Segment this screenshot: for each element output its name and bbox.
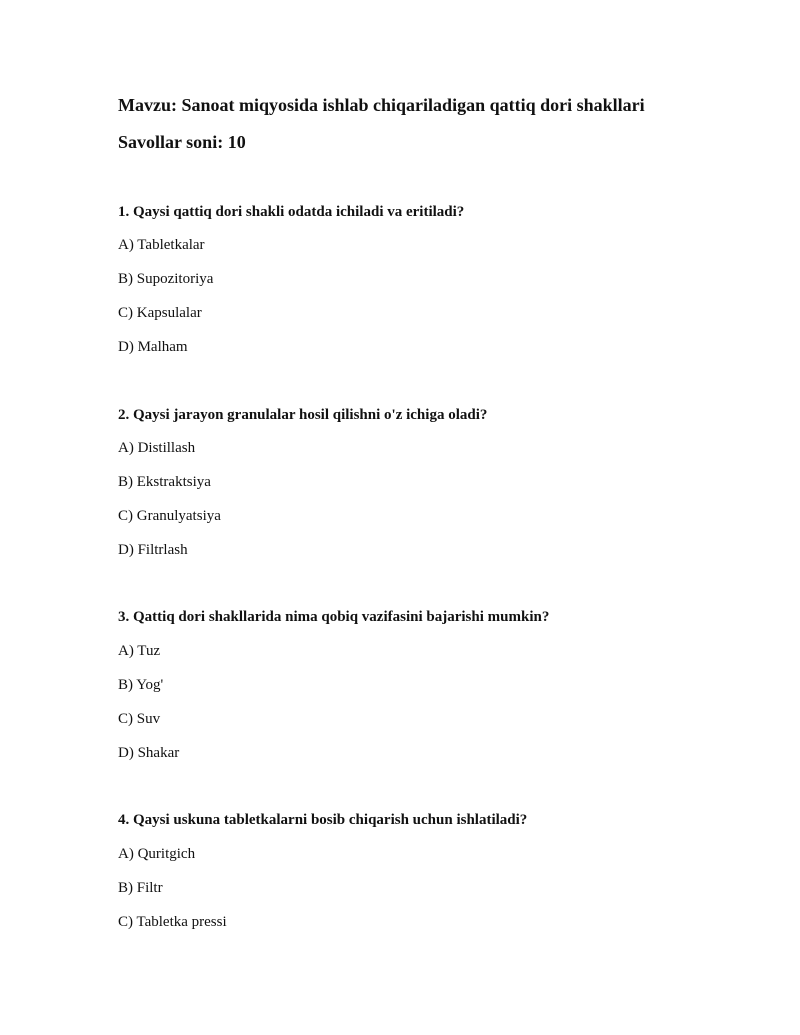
topic-heading: Mavzu: Sanoat miqyosida ishlab chiqariladigan qattiq dori shakllari (118, 95, 645, 115)
question-3-option-a: A) Tuz (118, 643, 161, 659)
question-4-option-c: C) Tabletka pressi (118, 914, 227, 930)
question-2-text: 2. Qaysi jarayon granulalar hosil qilishni o'z ichiga oladi? (118, 407, 488, 423)
question-4-text: 4. Qaysi uskuna tabletkalarni bosib chiqarish uchun ishlatiladi? (118, 812, 528, 828)
question-2-option-d: D) Filtrlash (118, 542, 188, 558)
question-1-option-c: C) Kapsulalar (118, 305, 202, 321)
question-1-option-d: D) Malham (118, 339, 188, 355)
question-4-option-b: B) Filtr (118, 880, 163, 896)
question-4-option-a: A) Quritgich (118, 846, 196, 862)
question-2-option-b: B) Ekstraktsiya (118, 474, 211, 490)
question-3-text: 3. Qattiq dori shakllarida nima qobiq vazifasini bajarishi mumkin? (118, 609, 550, 625)
question-2-option-a: A) Distillash (118, 440, 196, 456)
question-3-option-b: B) Yog' (118, 677, 164, 693)
question-1-option-b: B) Supozitoriya (118, 271, 214, 287)
question-1-option-a: A) Tabletkalar (118, 237, 205, 253)
question-1-text: 1. Qaysi qattiq dori shakli odatda ichiladi va eritiladi? (118, 204, 465, 220)
question-3-option-d: D) Shakar (118, 745, 180, 761)
question-2-option-c: C) Granulyatsiya (118, 508, 221, 524)
question-3-option-c: C) Suv (118, 711, 161, 727)
question-count-heading: Savollar soni: 10 (118, 132, 246, 152)
